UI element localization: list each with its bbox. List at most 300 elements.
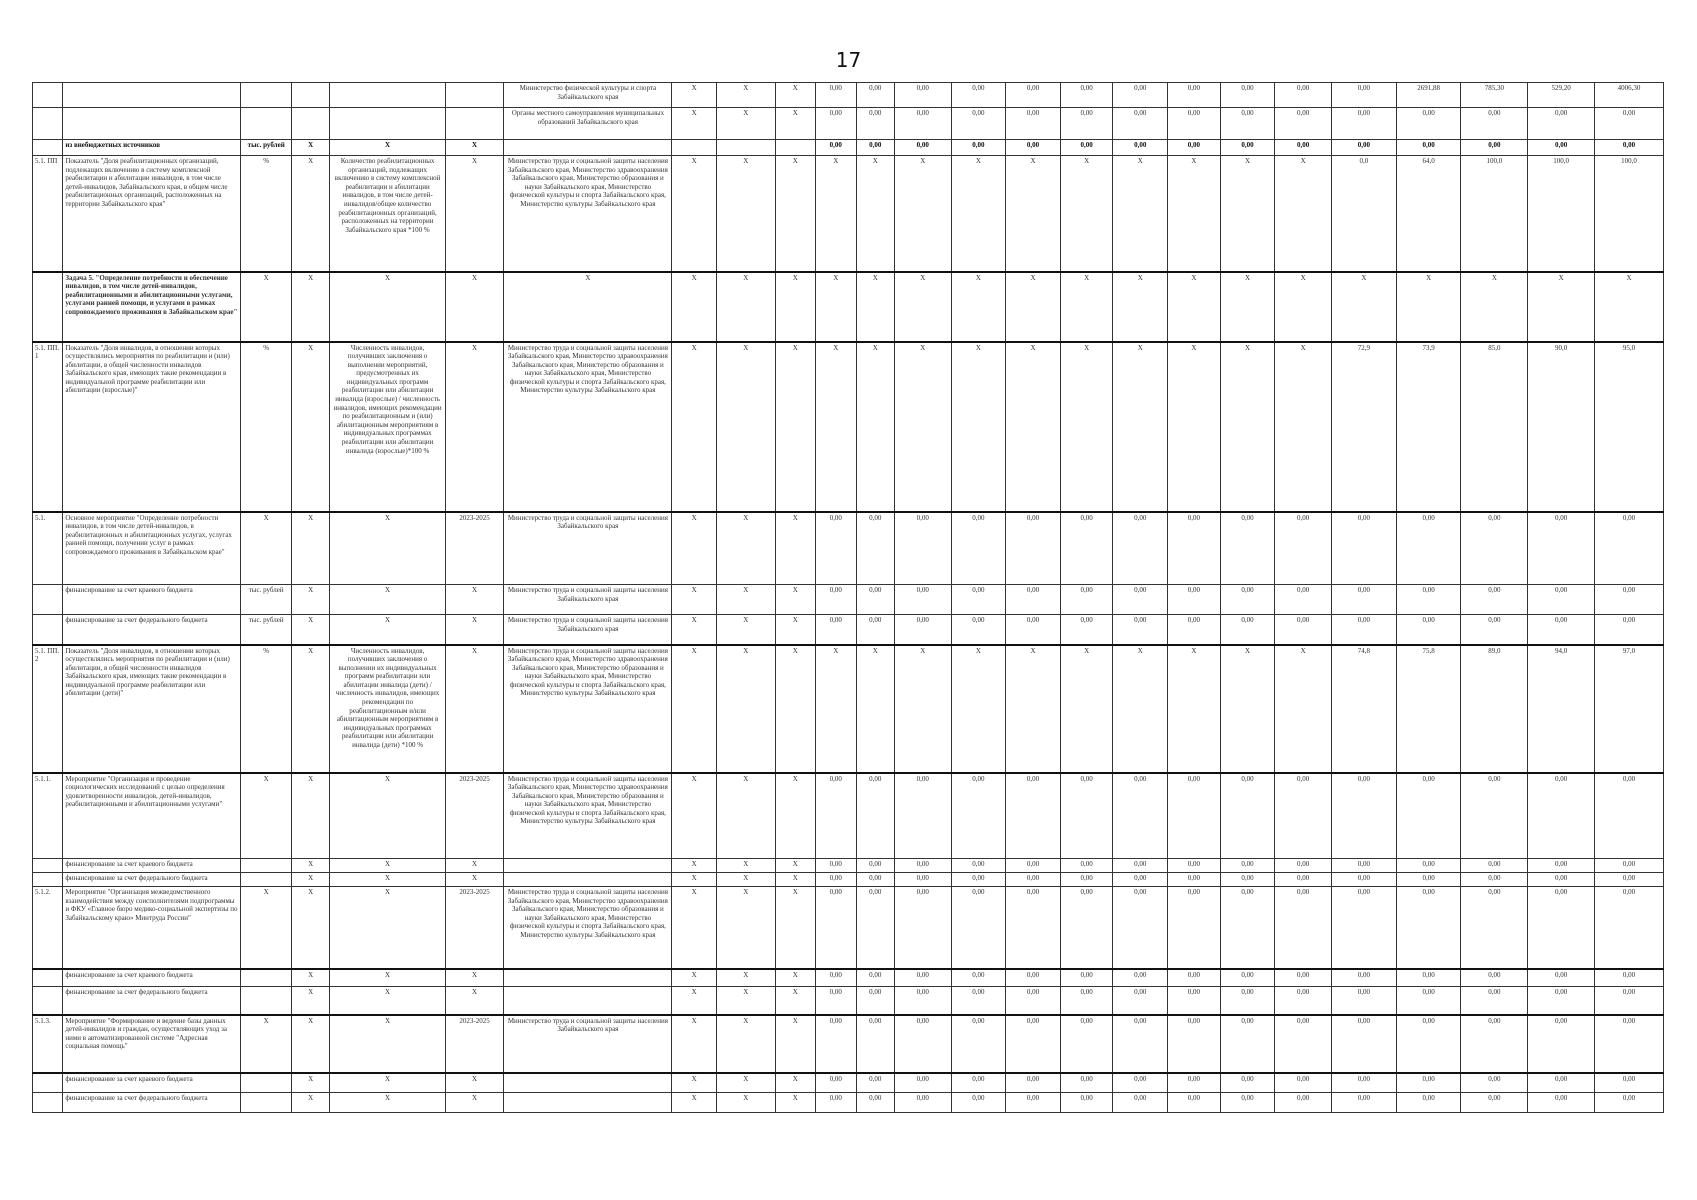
- table-body: [33, 83, 1664, 1113]
- value-cell: 0,00: [1595, 773, 1664, 859]
- value-cell: 0,00: [1060, 108, 1113, 140]
- table-row: [33, 272, 1664, 342]
- executor-cell: Министерство труда и социальной защиты населения Забайкальского края, Министерство здравоохранения Забайкальского края, Министерство образования и науки Забайкальского края, Министерство физической культуры и спорта Забайкальского края, Министерство культуры Забайкальского края: [504, 156, 672, 272]
- value-cell: 0,00: [1220, 512, 1275, 585]
- executor-cell: [504, 1073, 672, 1093]
- value-cell: 0,00: [1060, 512, 1113, 585]
- period-cell: X: [445, 342, 504, 512]
- value-cell: 4006,30: [1595, 83, 1664, 108]
- value-cell: 0,00: [1168, 512, 1221, 585]
- value-cell: 0,00: [1331, 512, 1396, 585]
- value-cell: 0,00: [856, 108, 894, 140]
- x-cell: X: [672, 83, 717, 108]
- value-cell: 0,00: [1168, 859, 1221, 873]
- x-cell: X: [672, 773, 717, 859]
- value-cell: 0,00: [856, 987, 894, 1015]
- value-cell: 0,00: [816, 887, 856, 969]
- value-cell: 0,00: [1595, 140, 1664, 156]
- value-cell: 0,00: [1595, 1015, 1664, 1073]
- value-cell: X: [1461, 272, 1528, 342]
- value-cell: 0,00: [1396, 773, 1461, 859]
- x-cell: X: [716, 1073, 775, 1093]
- value-cell: 0,00: [816, 859, 856, 873]
- row-number: 5.1.1.: [33, 773, 63, 859]
- x-cell: X: [672, 1093, 717, 1113]
- value-cell: 0,00: [1396, 615, 1461, 645]
- value-cell: 0,00: [1060, 1015, 1113, 1073]
- period-cell: X: [445, 873, 504, 887]
- value-cell: 0,00: [1528, 873, 1595, 887]
- x-cell: X: [672, 1073, 717, 1093]
- value-cell: 0,00: [1006, 859, 1061, 873]
- x-cell: X: [775, 887, 815, 969]
- value-cell: X: [1396, 272, 1461, 342]
- value-cell: 0,00: [894, 615, 951, 645]
- x-cell: X: [775, 987, 815, 1015]
- value-cell: X: [1168, 156, 1221, 272]
- unit-cell: X: [241, 887, 292, 969]
- x-cell: X: [775, 859, 815, 873]
- unit-cell: тыс. рублей: [241, 615, 292, 645]
- row-number: [33, 859, 63, 873]
- period-cell: X: [445, 272, 504, 342]
- row-name: [63, 83, 241, 108]
- value-cell: 0,00: [1331, 1073, 1396, 1093]
- period-cell: 2023-2025: [445, 773, 504, 859]
- indicator-formula: X: [330, 873, 445, 887]
- value-cell: X: [1113, 272, 1168, 342]
- value-cell: 100,0: [1461, 156, 1528, 272]
- value-cell: 0,00: [1220, 108, 1275, 140]
- value-cell: 0,00: [1168, 887, 1221, 969]
- table-row: [33, 585, 1664, 615]
- value-cell: 0,00: [1396, 859, 1461, 873]
- x-cell: X: [672, 1015, 717, 1073]
- value-cell: 0,00: [856, 773, 894, 859]
- value-cell: 0,00: [951, 987, 1006, 1015]
- value-cell: 0,00: [951, 887, 1006, 969]
- unit-cell: X: [241, 272, 292, 342]
- value-cell: X: [1168, 645, 1221, 773]
- basis-cell: X: [291, 512, 329, 585]
- value-cell: 0,00: [1275, 140, 1332, 156]
- value-cell: 0,00: [1595, 512, 1664, 585]
- basis-cell: X: [291, 873, 329, 887]
- value-cell: 0,00: [1396, 1015, 1461, 1073]
- value-cell: 0,00: [1331, 859, 1396, 873]
- basis-cell: X: [291, 1015, 329, 1073]
- value-cell: 0,00: [894, 987, 951, 1015]
- value-cell: 0,00: [1275, 969, 1332, 987]
- value-cell: 0,00: [894, 1093, 951, 1113]
- row-number: [33, 615, 63, 645]
- value-cell: X: [1168, 342, 1221, 512]
- table-row: [33, 512, 1664, 585]
- row-number: 5.1.: [33, 512, 63, 585]
- x-cell: X: [716, 342, 775, 512]
- row-number: [33, 140, 63, 156]
- x-cell: X: [716, 1093, 775, 1113]
- value-cell: X: [816, 156, 856, 272]
- period-cell: [445, 83, 504, 108]
- value-cell: 0,00: [1528, 987, 1595, 1015]
- value-cell: 0,00: [1461, 859, 1528, 873]
- period-cell: X: [445, 645, 504, 773]
- indicator-formula: X: [330, 1093, 445, 1113]
- value-cell: 0,00: [816, 773, 856, 859]
- value-cell: 0,00: [1113, 585, 1168, 615]
- value-cell: X: [1113, 156, 1168, 272]
- value-cell: 0,00: [856, 859, 894, 873]
- value-cell: 0,00: [1331, 1093, 1396, 1113]
- x-cell: X: [775, 156, 815, 272]
- x-cell: X: [672, 342, 717, 512]
- value-cell: 529,20: [1528, 83, 1595, 108]
- row-number: 5.1. ПП. 2: [33, 645, 63, 773]
- basis-cell: X: [291, 272, 329, 342]
- value-cell: 0,00: [1113, 108, 1168, 140]
- x-cell: X: [775, 585, 815, 615]
- basis-cell: [291, 83, 329, 108]
- period-cell: X: [445, 1073, 504, 1093]
- value-cell: 0,00: [1168, 585, 1221, 615]
- value-cell: 0,00: [1396, 1073, 1461, 1093]
- value-cell: 0,00: [951, 773, 1006, 859]
- basis-cell: X: [291, 140, 329, 156]
- table-row: [33, 873, 1664, 887]
- value-cell: X: [1220, 342, 1275, 512]
- basis-cell: X: [291, 585, 329, 615]
- value-cell: 0,00: [1113, 969, 1168, 987]
- row-name: Мероприятие "Организация межведомственного взаимодействия между соисполнителями подпрограммы и ФКУ «Главное бюро медико-социальной экспертизы по Забайкальскому краю» Минтруда России": [63, 887, 241, 969]
- value-cell: 0,00: [816, 140, 856, 156]
- row-number: [33, 873, 63, 887]
- value-cell: 0,00: [1461, 969, 1528, 987]
- value-cell: 0,00: [1113, 1093, 1168, 1113]
- value-cell: 0,00: [1168, 1073, 1221, 1093]
- basis-cell: X: [291, 615, 329, 645]
- value-cell: 0,00: [1275, 873, 1332, 887]
- indicator-formula: X: [330, 140, 445, 156]
- table-row: [33, 108, 1664, 140]
- x-cell: X: [672, 969, 717, 987]
- value-cell: X: [1006, 342, 1061, 512]
- value-cell: X: [1006, 156, 1061, 272]
- value-cell: X: [951, 156, 1006, 272]
- basis-cell: X: [291, 342, 329, 512]
- value-cell: 0,00: [1113, 773, 1168, 859]
- value-cell: 0,00: [1595, 1073, 1664, 1093]
- value-cell: 0,00: [951, 512, 1006, 585]
- value-cell: 0,00: [1006, 108, 1061, 140]
- value-cell: 100,0: [1595, 156, 1664, 272]
- unit-cell: X: [241, 1015, 292, 1073]
- x-cell: X: [672, 585, 717, 615]
- unit-cell: [241, 83, 292, 108]
- value-cell: 0,00: [1595, 969, 1664, 987]
- value-cell: 0,00: [894, 969, 951, 987]
- page-number: 17: [835, 48, 862, 72]
- value-cell: 0,00: [1168, 83, 1221, 108]
- value-cell: 90,0: [1528, 342, 1595, 512]
- row-name: финансирование за счет краевого бюджета: [63, 969, 241, 987]
- value-cell: 0,00: [1461, 615, 1528, 645]
- indicator-formula: Численность инвалидов, получивших заключения о выполнении их индивидуальных программ реабилитации или абилитации инвалида (дети) / численность инвалидов, имеющих рекомендации по реабилитационным и/или абилитационным мероприятиям в индивидуальных программах реабилитации или абилитации инвалида (дети) *100 %: [330, 645, 445, 773]
- x-cell: X: [775, 1073, 815, 1093]
- row-name: финансирование за счет краевого бюджета: [63, 1073, 241, 1093]
- value-cell: 0,00: [1060, 83, 1113, 108]
- value-cell: 0,00: [1528, 1093, 1595, 1113]
- value-cell: 0,00: [1461, 773, 1528, 859]
- value-cell: 0,00: [951, 859, 1006, 873]
- value-cell: 0,00: [951, 873, 1006, 887]
- value-cell: 0,00: [894, 1073, 951, 1093]
- value-cell: X: [894, 272, 951, 342]
- value-cell: 0,00: [894, 512, 951, 585]
- x-cell: X: [716, 108, 775, 140]
- x-cell: X: [775, 645, 815, 773]
- row-name: финансирование за счет федерального бюджета: [63, 1093, 241, 1113]
- x-cell: X: [716, 859, 775, 873]
- value-cell: 0,00: [1220, 140, 1275, 156]
- value-cell: 0,00: [1220, 873, 1275, 887]
- x-cell: X: [775, 83, 815, 108]
- table-row: [33, 156, 1664, 272]
- value-cell: X: [1275, 342, 1332, 512]
- row-name: финансирование за счет краевого бюджета: [63, 859, 241, 873]
- row-number: 5.1. ПП: [33, 156, 63, 272]
- value-cell: 0,00: [1168, 140, 1221, 156]
- period-cell: X: [445, 156, 504, 272]
- value-cell: 0,00: [1060, 1093, 1113, 1113]
- unit-cell: [241, 969, 292, 987]
- value-cell: 0,00: [1461, 512, 1528, 585]
- value-cell: 0,0: [1331, 156, 1396, 272]
- value-cell: 0,00: [1113, 859, 1168, 873]
- value-cell: 0,00: [951, 615, 1006, 645]
- value-cell: 0,00: [1331, 140, 1396, 156]
- executor-cell: Министерство труда и социальной защиты населения Забайкальского края, Министерство здравоохранения Забайкальского края, Министерство образования и науки Забайкальского края, Министерство физической культуры и спорта Забайкальского края, Министерство культуры Забайкальского края: [504, 887, 672, 969]
- row-number: 5.1.2.: [33, 887, 63, 969]
- value-cell: X: [1595, 272, 1664, 342]
- value-cell: 0,00: [1396, 512, 1461, 585]
- value-cell: 0,00: [816, 83, 856, 108]
- x-cell: X: [775, 969, 815, 987]
- value-cell: 0,00: [1595, 615, 1664, 645]
- indicator-formula: X: [330, 969, 445, 987]
- table-row: [33, 83, 1664, 108]
- basis-cell: X: [291, 887, 329, 969]
- table-row: [33, 887, 1664, 969]
- x-cell: X: [672, 272, 717, 342]
- row-name: Основное мероприятие "Определение потребности инвалидов, в том числе детей-инвалидов, в реабилитационных и абилитационных услугах, услугах ранней помощи, получении услуг в рамках сопровождаемого проживания в Забайкальском крае": [63, 512, 241, 585]
- value-cell: 0,00: [1461, 1093, 1528, 1113]
- value-cell: 0,00: [1113, 873, 1168, 887]
- x-cell: X: [775, 873, 815, 887]
- x-cell: [672, 140, 717, 156]
- x-cell: X: [716, 615, 775, 645]
- value-cell: X: [894, 156, 951, 272]
- unit-cell: %: [241, 342, 292, 512]
- value-cell: 0,00: [856, 1093, 894, 1113]
- value-cell: X: [951, 645, 1006, 773]
- value-cell: X: [1060, 645, 1113, 773]
- value-cell: 0,00: [856, 1073, 894, 1093]
- row-name: финансирование за счет федерального бюджета: [63, 615, 241, 645]
- period-cell: X: [445, 969, 504, 987]
- unit-cell: X: [241, 512, 292, 585]
- indicator-formula: [330, 83, 445, 108]
- executor-cell: Министерство труда и социальной защиты населения Забайкальского края, Министерство здравоохранения Забайкальского края, Министерство образования и науки Забайкальского края, Министерство физической культуры и спорта Забайкальского края, Министерство культуры Забайкальского края: [504, 773, 672, 859]
- value-cell: 0,00: [1528, 512, 1595, 585]
- value-cell: X: [894, 342, 951, 512]
- value-cell: 74,8: [1331, 645, 1396, 773]
- indicator-formula: [330, 108, 445, 140]
- value-cell: 0,00: [1331, 615, 1396, 645]
- row-number: [33, 108, 63, 140]
- table-row: [33, 859, 1664, 873]
- value-cell: 0,00: [951, 108, 1006, 140]
- value-cell: 0,00: [856, 83, 894, 108]
- value-cell: 0,00: [1220, 773, 1275, 859]
- value-cell: 0,00: [1220, 585, 1275, 615]
- value-cell: 0,00: [1595, 585, 1664, 615]
- value-cell: 0,00: [951, 140, 1006, 156]
- value-cell: 0,00: [1006, 969, 1061, 987]
- basis-cell: X: [291, 987, 329, 1015]
- value-cell: 0,00: [1006, 615, 1061, 645]
- table-row: [33, 1015, 1664, 1073]
- value-cell: X: [1060, 156, 1113, 272]
- unit-cell: %: [241, 156, 292, 272]
- value-cell: 0,00: [1331, 585, 1396, 615]
- value-cell: 0,00: [1006, 512, 1061, 585]
- value-cell: 0,00: [1275, 887, 1332, 969]
- x-cell: X: [775, 615, 815, 645]
- value-cell: 0,00: [894, 140, 951, 156]
- value-cell: X: [951, 272, 1006, 342]
- value-cell: X: [1275, 645, 1332, 773]
- value-cell: 0,00: [816, 512, 856, 585]
- value-cell: 0,00: [951, 83, 1006, 108]
- table-row: [33, 140, 1664, 156]
- executor-cell: [504, 140, 672, 156]
- value-cell: 0,00: [816, 969, 856, 987]
- value-cell: 0,00: [1595, 887, 1664, 969]
- value-cell: 0,00: [1006, 1073, 1061, 1093]
- value-cell: 0,00: [1060, 773, 1113, 859]
- executor-cell: Министерство труда и социальной защиты населения Забайкальского края: [504, 1015, 672, 1073]
- value-cell: 0,00: [1060, 859, 1113, 873]
- indicator-formula: X: [330, 887, 445, 969]
- value-cell: 0,00: [1060, 987, 1113, 1015]
- x-cell: X: [775, 1015, 815, 1073]
- value-cell: 0,00: [1113, 987, 1168, 1015]
- value-cell: X: [1006, 645, 1061, 773]
- period-cell: X: [445, 585, 504, 615]
- value-cell: X: [816, 272, 856, 342]
- executor-cell: Органы местного самоуправления муниципальных образований Забайкальского края: [504, 108, 672, 140]
- value-cell: 0,00: [816, 1073, 856, 1093]
- value-cell: X: [1006, 272, 1061, 342]
- x-cell: X: [775, 773, 815, 859]
- value-cell: 0,00: [1528, 887, 1595, 969]
- unit-cell: %: [241, 645, 292, 773]
- executor-cell: [504, 859, 672, 873]
- value-cell: 0,00: [1528, 1073, 1595, 1093]
- value-cell: 0,00: [1528, 969, 1595, 987]
- row-number: [33, 987, 63, 1015]
- value-cell: 0,00: [1595, 987, 1664, 1015]
- indicator-formula: X: [330, 585, 445, 615]
- value-cell: 0,00: [1113, 512, 1168, 585]
- value-cell: 0,00: [1168, 773, 1221, 859]
- value-cell: 0,00: [1220, 969, 1275, 987]
- x-cell: X: [716, 83, 775, 108]
- executor-cell: Министерство труда и социальной защиты населения Забайкальского края: [504, 615, 672, 645]
- row-name: Показатель "Доля инвалидов, в отношении которых осуществлялись мероприятия по реабилитации и (или) абилитации, в общей численности инвалидов Забайкальского края, имеющих такие рекомендации в индивидуальной программе реабилитации или абилитации (взрослые)": [63, 342, 241, 512]
- value-cell: 0,00: [1396, 887, 1461, 969]
- value-cell: 0,00: [1275, 615, 1332, 645]
- executor-cell: [504, 1093, 672, 1113]
- value-cell: X: [1060, 342, 1113, 512]
- value-cell: 0,00: [1275, 108, 1332, 140]
- value-cell: 0,00: [1113, 83, 1168, 108]
- value-cell: 0,00: [1528, 108, 1595, 140]
- period-cell: X: [445, 859, 504, 873]
- value-cell: 0,00: [1396, 140, 1461, 156]
- indicator-formula: X: [330, 773, 445, 859]
- value-cell: 64,0: [1396, 156, 1461, 272]
- value-cell: X: [1113, 342, 1168, 512]
- value-cell: 0,00: [1168, 987, 1221, 1015]
- value-cell: 0,00: [816, 1093, 856, 1113]
- x-cell: X: [716, 512, 775, 585]
- value-cell: 0,00: [1461, 140, 1528, 156]
- value-cell: X: [1060, 272, 1113, 342]
- row-number: [33, 585, 63, 615]
- value-cell: 0,00: [1595, 1093, 1664, 1113]
- value-cell: X: [1275, 272, 1332, 342]
- value-cell: 0,00: [816, 615, 856, 645]
- basis-cell: X: [291, 1093, 329, 1113]
- value-cell: 0,00: [1113, 887, 1168, 969]
- indicator-formula: X: [330, 1015, 445, 1073]
- value-cell: 0,00: [1220, 887, 1275, 969]
- x-cell: [775, 140, 815, 156]
- x-cell: X: [716, 773, 775, 859]
- value-cell: 0,00: [894, 83, 951, 108]
- x-cell: X: [672, 859, 717, 873]
- unit-cell: [241, 1093, 292, 1113]
- value-cell: 0,00: [1275, 83, 1332, 108]
- row-name: Показатель "Доля реабилитационных организаций, подлежащих включению в систему комплексной реабилитации и абилитации инвалидов, в том числе детей-инвалидов, Забайкальского края, в общем числе реабилитационных организаций, расположенных на территории Забайкальского края": [63, 156, 241, 272]
- value-cell: 0,00: [1331, 887, 1396, 969]
- value-cell: 0,00: [816, 1015, 856, 1073]
- basis-cell: [291, 108, 329, 140]
- x-cell: X: [775, 342, 815, 512]
- unit-cell: тыс. рублей: [241, 140, 292, 156]
- value-cell: 94,0: [1528, 645, 1595, 773]
- value-cell: X: [1220, 272, 1275, 342]
- row-name: [63, 108, 241, 140]
- x-cell: X: [672, 512, 717, 585]
- value-cell: 0,00: [1528, 585, 1595, 615]
- value-cell: X: [951, 342, 1006, 512]
- value-cell: 0,00: [856, 585, 894, 615]
- basis-cell: X: [291, 969, 329, 987]
- x-cell: X: [716, 272, 775, 342]
